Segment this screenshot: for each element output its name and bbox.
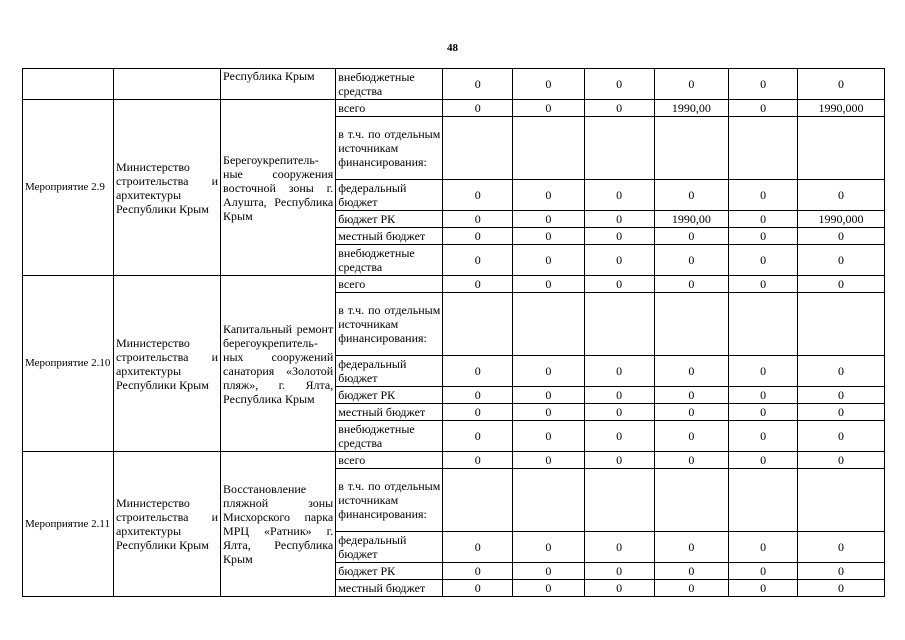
value-cell [443,469,513,532]
value-cell: 0 [513,69,585,100]
value-cell: 0 [443,452,513,469]
value-cell: 0 [654,69,729,100]
value-cell: 1990,000 [797,211,884,228]
value-cell [513,117,585,180]
value-cell: 0 [797,356,884,387]
source-cell: всего [336,276,443,293]
value-cell: 0 [729,180,798,211]
value-cell: 0 [443,580,513,597]
source-cell: бюджет РК [336,563,443,580]
value-cell: 0 [797,563,884,580]
value-cell: 1990,00 [654,100,729,117]
value-cell: 0 [729,580,798,597]
event-cell: Мероприятие 2.10 [23,276,114,452]
value-cell: 1990,00 [654,211,729,228]
value-cell: 0 [654,356,729,387]
page-number: 48 [447,42,458,54]
value-cell: 0 [443,100,513,117]
value-cell: 0 [729,356,798,387]
source-cell: местный бюджет [336,580,443,597]
value-cell: 0 [797,532,884,563]
value-cell: 0 [584,387,654,404]
value-cell: 0 [797,276,884,293]
value-cell: 0 [729,245,798,276]
value-cell: 0 [654,276,729,293]
value-cell [797,469,884,532]
value-cell: 0 [797,387,884,404]
value-cell: 0 [584,228,654,245]
source-cell: внебюджетные средства [336,421,443,452]
value-cell: 0 [654,245,729,276]
value-cell: 0 [729,404,798,421]
value-cell: 0 [443,532,513,563]
table-row [23,100,885,117]
value-cell: 0 [584,452,654,469]
source-cell: федеральный бюджет [336,356,443,387]
value-cell [729,293,798,356]
value-cell: 0 [443,563,513,580]
ministry-cell: Министерство строительства и архитектуры Республики Крым [113,452,220,597]
source-cell: внебюджетные средства [336,245,443,276]
value-cell: 0 [584,69,654,100]
value-cell [584,469,654,532]
value-cell: 0 [797,69,884,100]
value-cell: 0 [443,276,513,293]
value-cell: 0 [654,180,729,211]
value-cell: 0 [513,211,585,228]
value-cell: 0 [584,245,654,276]
value-cell: 0 [513,228,585,245]
value-cell: 0 [729,100,798,117]
value-cell: 0 [654,532,729,563]
value-cell: 0 [729,211,798,228]
source-cell: федеральный бюджет [336,180,443,211]
value-cell: 0 [513,387,585,404]
value-cell [584,117,654,180]
table-row [23,276,885,293]
value-cell: 0 [729,452,798,469]
value-cell: 0 [443,404,513,421]
value-cell: 0 [729,276,798,293]
source-cell: в т.ч. по отдельным источникам финансирования: [336,293,443,356]
object-cell: Капитальный ремонт берегоукрепитель-ных сооружений санатория «Золотой пляж», г. Ялта, Республика Крым [221,276,336,452]
value-cell: 0 [729,563,798,580]
event-cell: Мероприятие 2.11 [23,452,114,597]
value-cell: 0 [443,245,513,276]
value-cell: 0 [513,452,585,469]
object-cell: Берегоукрепитель-ные сооружения восточной зоны г. Алушта, Республика Крым [221,100,336,276]
value-cell: 0 [584,180,654,211]
value-cell: 0 [513,356,585,387]
value-cell: 0 [654,387,729,404]
value-cell: 0 [797,580,884,597]
value-cell: 0 [729,387,798,404]
value-cell: 0 [513,532,585,563]
value-cell: 0 [513,421,585,452]
value-cell: 0 [443,387,513,404]
value-cell: 0 [729,532,798,563]
value-cell: 0 [797,404,884,421]
value-cell: 0 [443,69,513,100]
object-cell: Республика Крым [221,69,336,100]
value-cell: 0 [584,276,654,293]
value-cell [443,293,513,356]
value-cell: 0 [797,245,884,276]
value-cell: 0 [513,404,585,421]
value-cell: 0 [443,228,513,245]
value-cell: 0 [443,356,513,387]
ministry-cell: Министерство строительства и архитектуры Республики Крым [113,100,220,276]
source-cell: местный бюджет [336,404,443,421]
source-cell: в т.ч. по отдельным источникам финансирования: [336,117,443,180]
event-cell [23,69,114,100]
source-cell: внебюджетные средства [336,69,443,100]
value-cell: 0 [654,228,729,245]
value-cell [584,293,654,356]
value-cell: 0 [584,421,654,452]
source-cell: федеральный бюджет [336,532,443,563]
value-cell: 0 [443,180,513,211]
value-cell: 0 [797,421,884,452]
value-cell: 0 [729,421,798,452]
value-cell: 1990,000 [797,100,884,117]
value-cell: 0 [443,421,513,452]
source-cell: всего [336,452,443,469]
value-cell: 0 [797,228,884,245]
value-cell: 0 [584,211,654,228]
value-cell: 0 [654,421,729,452]
value-cell: 0 [654,580,729,597]
source-cell: в т.ч. по отдельным источникам финансирования: [336,469,443,532]
value-cell: 0 [654,563,729,580]
value-cell [513,293,585,356]
table-row [23,452,885,469]
value-cell: 0 [584,100,654,117]
value-cell [654,469,729,532]
event-cell: Мероприятие 2.9 [23,100,114,276]
value-cell: 0 [729,228,798,245]
value-cell: 0 [584,356,654,387]
value-cell [729,469,798,532]
value-cell [654,117,729,180]
value-cell [729,117,798,180]
value-cell [797,293,884,356]
source-cell: местный бюджет [336,228,443,245]
value-cell: 0 [513,180,585,211]
value-cell: 0 [443,211,513,228]
value-cell: 0 [797,452,884,469]
value-cell: 0 [513,100,585,117]
value-cell: 0 [654,404,729,421]
value-cell [513,469,585,532]
value-cell: 0 [584,532,654,563]
value-cell: 0 [797,180,884,211]
value-cell: 0 [513,580,585,597]
value-cell: 0 [513,563,585,580]
source-cell: бюджет РК [336,211,443,228]
value-cell: 0 [654,452,729,469]
source-cell: всего [336,100,443,117]
source-cell: бюджет РК [336,387,443,404]
value-cell [654,293,729,356]
object-cell: Восстановление пляжной зоны Мисхорского парка МРЦ «Ратник» г. Ялта, Республика Крым [221,452,336,597]
value-cell: 0 [584,580,654,597]
value-cell: 0 [513,276,585,293]
value-cell: 0 [584,563,654,580]
ministry-cell [113,69,220,100]
ministry-cell: Министерство строительства и архитектуры Республики Крым [113,276,220,452]
budget-table [22,68,885,597]
value-cell: 0 [729,69,798,100]
table-body [23,69,885,597]
value-cell [797,117,884,180]
table-row [23,69,885,100]
value-cell: 0 [584,404,654,421]
value-cell [443,117,513,180]
value-cell: 0 [513,245,585,276]
